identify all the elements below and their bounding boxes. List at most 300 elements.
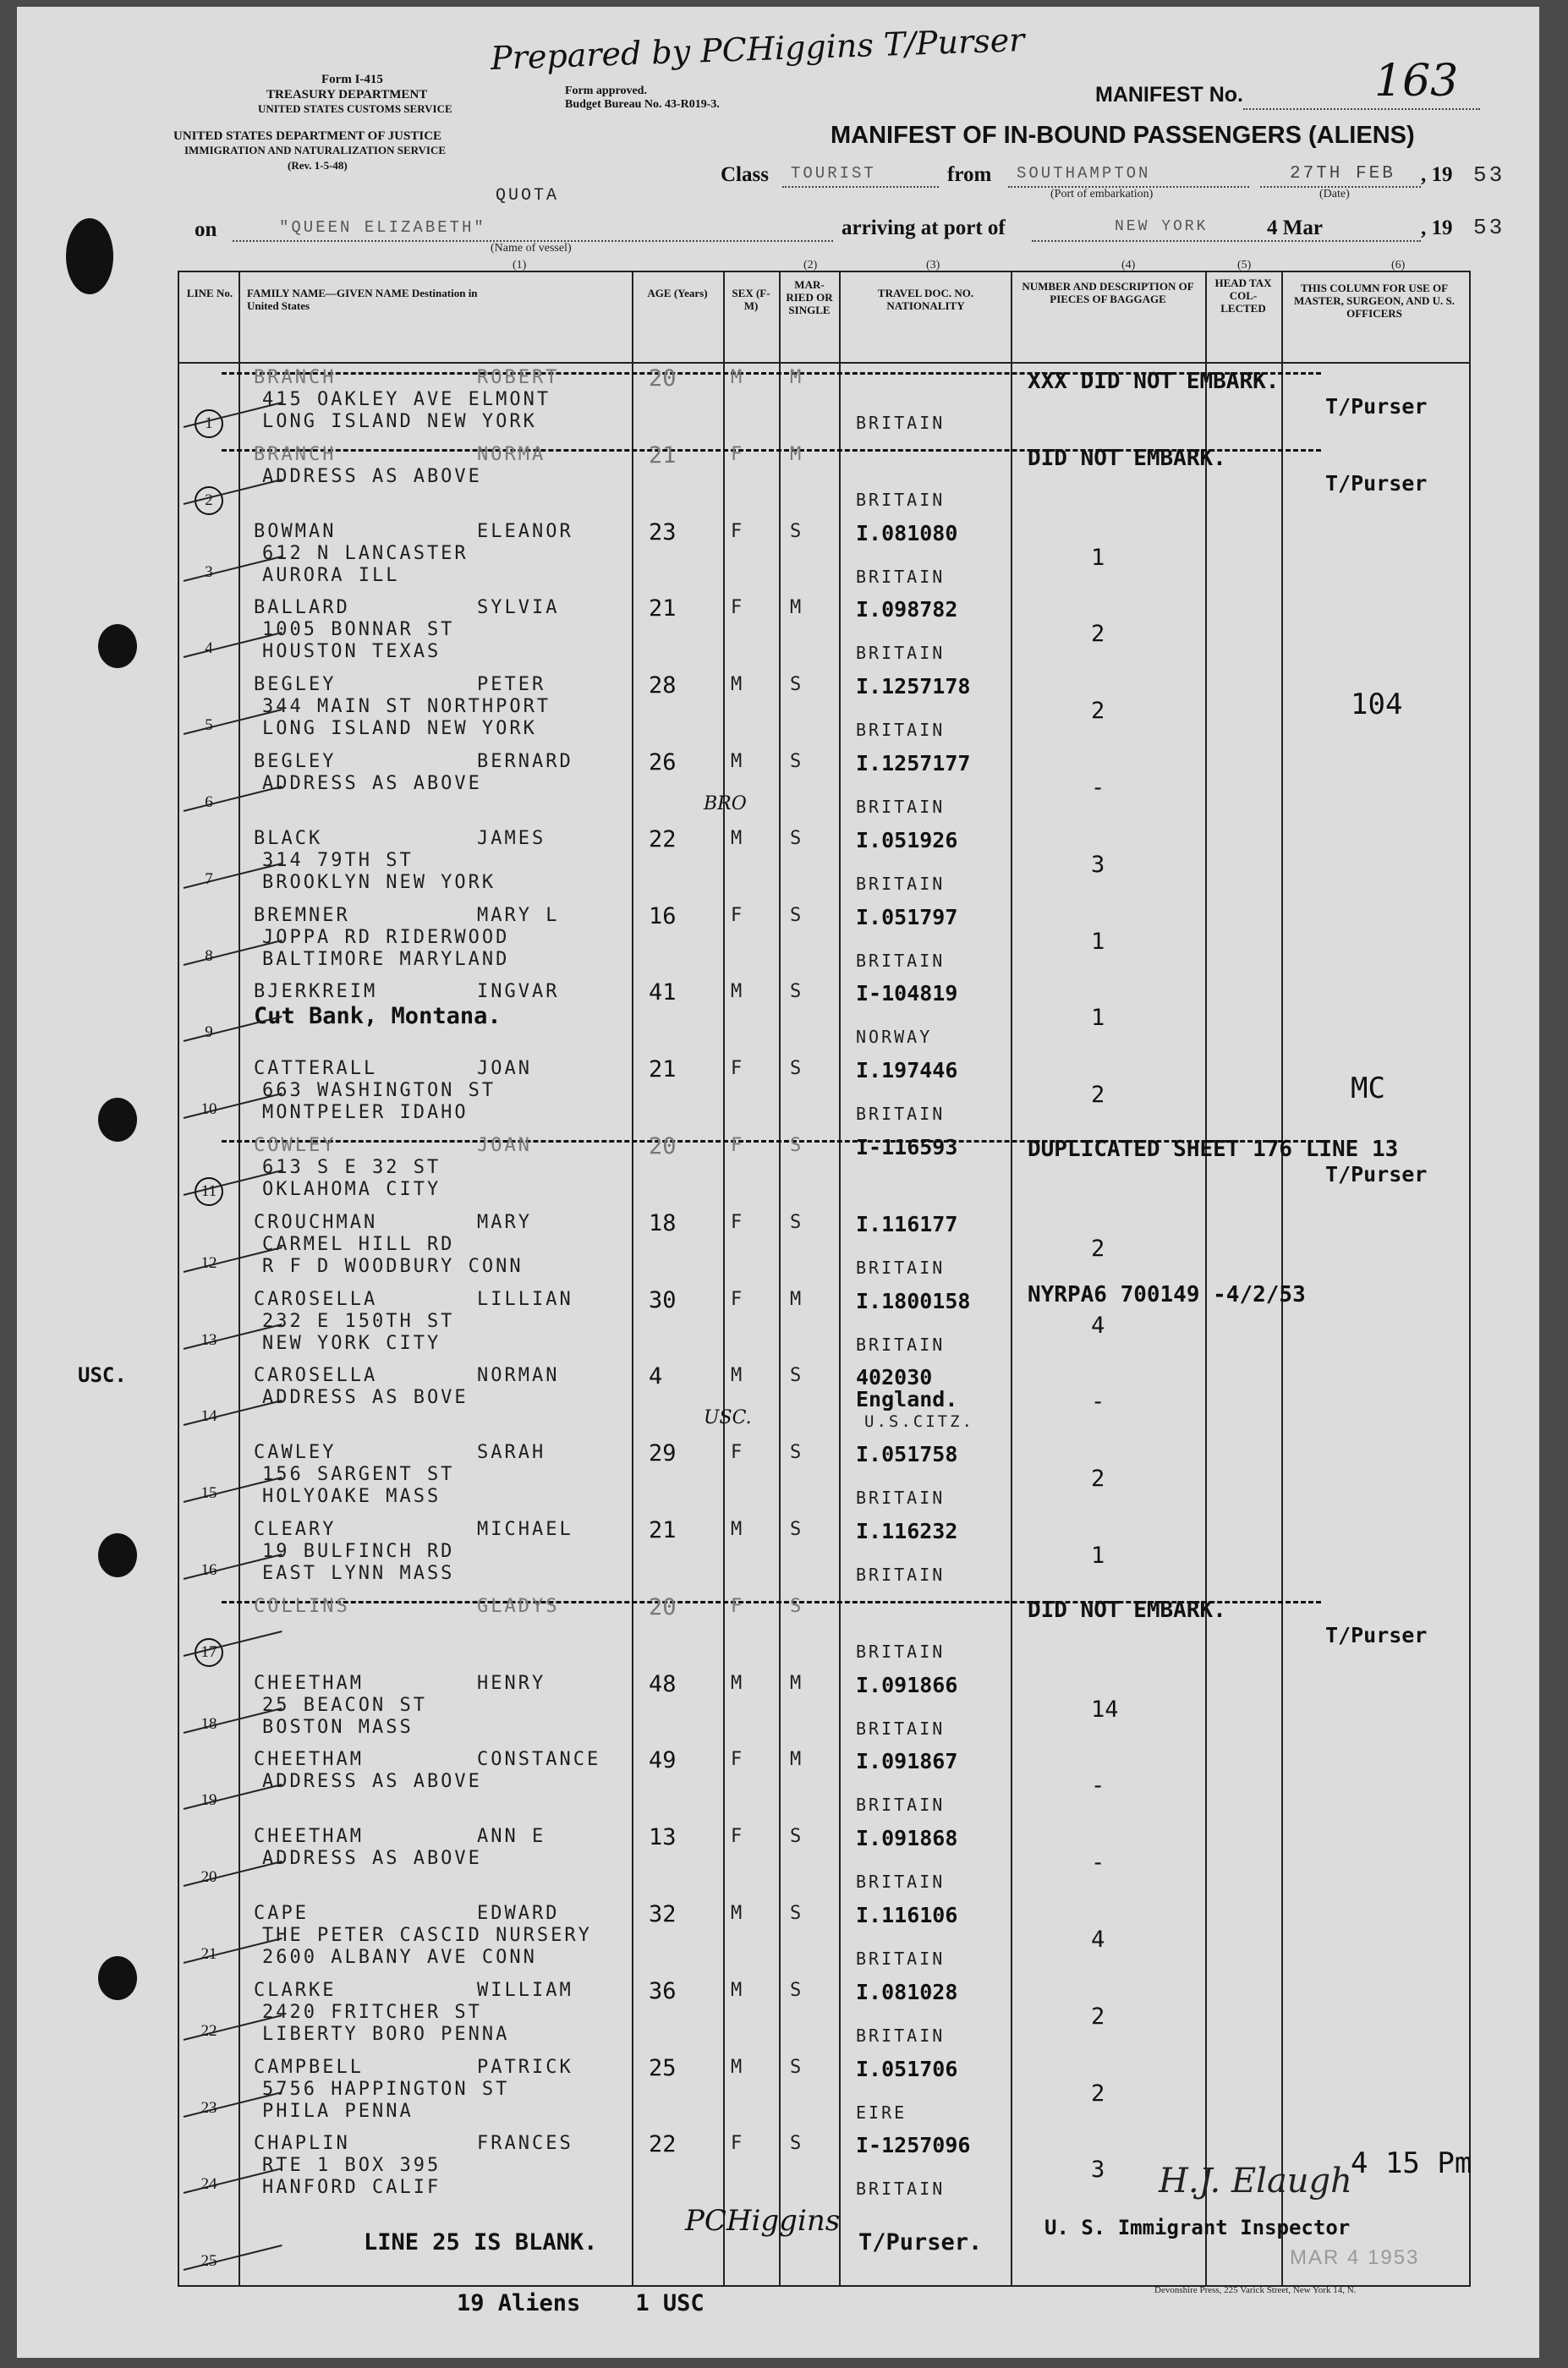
baggage-count: 4 bbox=[1091, 1312, 1105, 1339]
col-line-header: LINE No. bbox=[186, 287, 233, 299]
given-name: JOAN bbox=[477, 1058, 532, 1080]
address-line-1: RTE 1 BOX 395 bbox=[262, 2155, 441, 2177]
address-line-2: R F D WOODBURY CONN bbox=[262, 1255, 524, 1277]
handwritten-note: BRO bbox=[704, 793, 747, 814]
binder-hole-2 bbox=[98, 624, 137, 668]
nationality: BRITAIN bbox=[856, 1949, 946, 1969]
age: 18 bbox=[649, 1209, 677, 1236]
family-name: BEGLEY bbox=[254, 674, 337, 696]
given-name: INGVAR bbox=[477, 981, 560, 1003]
address-line-1: ADDRESS AS ABOVE bbox=[262, 465, 482, 487]
family-name: CHEETHAM bbox=[254, 1749, 364, 1771]
given-name: MICHAEL bbox=[477, 1519, 573, 1540]
line-number-text: 1 bbox=[195, 409, 223, 438]
marital-status: S bbox=[790, 1135, 804, 1156]
marital-status: M bbox=[790, 1288, 804, 1310]
nationality: BRITAIN bbox=[856, 413, 946, 433]
address-line-2: OKLAHOMA CITY bbox=[262, 1179, 441, 1200]
manifest-no-value: 163 bbox=[1374, 56, 1459, 107]
marital-status: S bbox=[790, 1595, 804, 1617]
travel-doc-number: I.091866 bbox=[856, 1672, 958, 1697]
age: 25 bbox=[649, 2054, 677, 2081]
marital-status: S bbox=[790, 1903, 804, 1924]
line-number-text: 11 bbox=[195, 1177, 223, 1206]
baggage-count: 1 bbox=[1091, 1543, 1105, 1569]
sex: M bbox=[731, 1903, 745, 1924]
age: 22 bbox=[649, 2131, 677, 2158]
sex: M bbox=[731, 367, 745, 388]
given-name: ELEANOR bbox=[477, 520, 573, 542]
given-name: PETER bbox=[477, 674, 546, 696]
address-line-2: HOUSTON TEXAS bbox=[262, 641, 441, 663]
passenger-table bbox=[178, 271, 1471, 2287]
age: 16 bbox=[649, 902, 677, 929]
address-line-2: AURORA ILL bbox=[262, 564, 400, 586]
address-line-2: BOSTON MASS bbox=[262, 1716, 414, 1738]
address-line-2: LONG ISLAND NEW YORK bbox=[262, 718, 537, 740]
line-number bbox=[179, 486, 238, 515]
travel-doc-number: I.051797 bbox=[856, 904, 958, 929]
family-name: CHEETHAM bbox=[254, 1826, 364, 1848]
marital-status: S bbox=[790, 1058, 804, 1080]
baggage-count: 1 bbox=[1091, 1005, 1105, 1032]
col-baggage-header: NUMBER AND DESCRIPTION OF PIECES OF BAGGAGE bbox=[1022, 280, 1194, 305]
address-line-1: 613 S E 32 ST bbox=[262, 1157, 441, 1178]
sex: F bbox=[731, 443, 745, 465]
given-name: WILLIAM bbox=[477, 1979, 573, 2001]
line-number-text: 12 bbox=[200, 1253, 217, 1272]
baggage-count: - bbox=[1091, 1773, 1105, 1800]
line25-purser: T/Purser. bbox=[858, 2229, 983, 2256]
arriving-label: arriving at port of bbox=[842, 217, 1006, 239]
form-number: Form I-415 bbox=[321, 73, 383, 86]
travel-doc-number: I-1257096 bbox=[856, 2133, 971, 2158]
sex: M bbox=[731, 674, 745, 696]
address-line-2: BROOKLYN NEW YORK bbox=[262, 871, 496, 893]
age: 48 bbox=[649, 1670, 677, 1697]
travel-doc-number: I-104819 bbox=[856, 981, 958, 1006]
family-name: BOWMAN bbox=[254, 520, 337, 542]
family-name: CAWLEY bbox=[254, 1442, 337, 1464]
travel-doc-number: I.197446 bbox=[856, 1058, 958, 1083]
age: 21 bbox=[649, 1517, 677, 1543]
age: 20 bbox=[649, 365, 677, 392]
col-married-header: MAR- RIED OR SINGLE bbox=[786, 278, 833, 316]
marital-status: S bbox=[790, 751, 804, 772]
travel-doc-number: I.091867 bbox=[856, 1749, 958, 1774]
prepared-by-note: Prepared by PCHiggins T/Purser bbox=[490, 20, 1026, 78]
family-name: BALLARD bbox=[254, 597, 350, 619]
sex: F bbox=[731, 1442, 745, 1464]
purser-note: T/Purser bbox=[1325, 470, 1428, 496]
address-line-1: 344 MAIN ST NORTHPORT bbox=[262, 696, 551, 718]
col-num-1: (1) bbox=[513, 259, 527, 271]
address-line-1: ADDRESS AS BOVE bbox=[262, 1387, 469, 1409]
col-num-6: (6) bbox=[1391, 259, 1406, 271]
address-line-2: BALTIMORE MARYLAND bbox=[262, 948, 510, 970]
family-name: BREMNER bbox=[254, 904, 350, 926]
sex: M bbox=[731, 1672, 745, 1694]
line-number-text: 24 bbox=[200, 2175, 217, 2194]
nationality: BRITAIN bbox=[856, 2179, 946, 2200]
family-name: BRANCH bbox=[254, 367, 337, 388]
nationality: BRITAIN bbox=[856, 1718, 946, 1739]
line-number-text: 4 bbox=[205, 639, 213, 658]
travel-doc-number: I.081028 bbox=[856, 1979, 958, 2004]
marital-status: S bbox=[790, 1519, 804, 1540]
binder-hole-1 bbox=[66, 218, 113, 294]
marital-status: S bbox=[790, 1211, 804, 1233]
nationality: BRITAIN bbox=[856, 566, 946, 587]
age: 13 bbox=[649, 1824, 677, 1851]
date-value: 27TH FEB bbox=[1290, 164, 1395, 184]
line-number-text: 20 bbox=[200, 1868, 217, 1887]
arrival-date: 4 Mar bbox=[1267, 217, 1323, 239]
address-line-1: ADDRESS AS ABOVE bbox=[262, 1771, 482, 1793]
family-name: CATTERALL bbox=[254, 1058, 378, 1080]
travel-doc-number: I.081080 bbox=[856, 520, 958, 545]
given-name: ROBERT bbox=[477, 367, 560, 388]
family-name: BRANCH bbox=[254, 443, 337, 465]
officer-note: MC bbox=[1351, 1072, 1385, 1106]
sex: F bbox=[731, 1211, 745, 1233]
family-name: CLEARY bbox=[254, 1519, 337, 1540]
row-note: DID NOT EMBARK. bbox=[1028, 1597, 1226, 1623]
col-sex-header: SEX (F-M) bbox=[732, 287, 770, 312]
baggage-count: 1 bbox=[1091, 544, 1105, 571]
marital-status: M bbox=[790, 1749, 804, 1771]
ins-service: IMMIGRATION AND NATURALIZATION SERVICE bbox=[184, 144, 447, 156]
manifest-page bbox=[17, 7, 1539, 2358]
travel-doc-number: I.1800158 bbox=[856, 1288, 971, 1313]
arriving-line bbox=[1032, 240, 1421, 242]
address-line-1: ADDRESS AS ABOVE bbox=[262, 773, 482, 794]
line-number-text: 9 bbox=[205, 1023, 213, 1042]
nationality: BRITAIN bbox=[856, 1565, 946, 1585]
sex: M bbox=[731, 751, 745, 772]
from-label: from bbox=[947, 163, 992, 186]
line-number bbox=[179, 409, 238, 438]
port-caption: (Port of embarkation) bbox=[1050, 188, 1154, 200]
age: 4 bbox=[649, 1363, 663, 1390]
address-line-1: 19 BULFINCH RD bbox=[262, 1541, 455, 1562]
marital-status: S bbox=[790, 1826, 804, 1848]
given-name: MARY L bbox=[477, 904, 560, 926]
line-number-text: 21 bbox=[200, 1945, 217, 1963]
on-label: on bbox=[195, 218, 217, 241]
baggage-count: 2 bbox=[1091, 1235, 1105, 1262]
address-line-1: 415 OAKLEY AVE ELMONT bbox=[262, 389, 551, 410]
row-note: XXX DID NOT EMBARK. bbox=[1028, 369, 1280, 394]
address-line-1: 612 N LANCASTER bbox=[262, 542, 469, 564]
age: 23 bbox=[649, 518, 677, 545]
binder-hole-4 bbox=[98, 1533, 137, 1577]
nationality: BRITAIN bbox=[856, 1104, 946, 1125]
family-name: CHAPLIN bbox=[254, 2133, 350, 2155]
marital-status: M bbox=[790, 597, 804, 619]
nationality: BRITAIN bbox=[856, 489, 946, 510]
address-line-2: MONTPELER IDAHO bbox=[262, 1102, 469, 1124]
sex: F bbox=[731, 2133, 745, 2155]
class-value: TOURIST bbox=[791, 164, 876, 183]
address-line-2: LIBERTY BORO PENNA bbox=[262, 2023, 510, 2045]
line-number-text: 25 bbox=[200, 2252, 217, 2271]
travel-doc-number: I.051706 bbox=[856, 2056, 958, 2081]
manifest-no-label: MANIFEST No. bbox=[1095, 83, 1243, 107]
age: 21 bbox=[649, 595, 677, 622]
col-num-2: (2) bbox=[803, 259, 818, 271]
baggage-count: 3 bbox=[1091, 851, 1105, 878]
line-number-text: 7 bbox=[205, 869, 213, 888]
age: 49 bbox=[649, 1747, 677, 1774]
address-line-1: ADDRESS AS ABOVE bbox=[262, 1848, 482, 1870]
officer-note: 4 15 Pm bbox=[1351, 2146, 1472, 2181]
baggage-count: 2 bbox=[1091, 1082, 1105, 1109]
sex: M bbox=[731, 1519, 745, 1540]
class-line bbox=[782, 186, 939, 188]
officer-note: 104 bbox=[1351, 688, 1403, 722]
line-number-text: 2 bbox=[195, 486, 223, 515]
given-name: FRANCES bbox=[477, 2133, 573, 2155]
family-name: CAROSELLA bbox=[254, 1365, 378, 1387]
address-line-2: LONG ISLAND NEW YORK bbox=[262, 411, 537, 432]
marital-status: S bbox=[790, 2133, 804, 2155]
marital-status: S bbox=[790, 1365, 804, 1387]
line25-signature: PCHiggins bbox=[685, 2204, 841, 2238]
address-line-1: 1005 BONNAR ST bbox=[262, 619, 455, 641]
travel-doc-number: I.116106 bbox=[856, 1903, 958, 1927]
address-line-1: 232 E 150TH ST bbox=[262, 1310, 455, 1332]
line-number-text: 16 bbox=[200, 1561, 217, 1579]
family-name: CAPE bbox=[254, 1903, 309, 1924]
age: 28 bbox=[649, 672, 677, 699]
justice-department: UNITED STATES DEPARTMENT OF JUSTICE bbox=[173, 129, 442, 143]
family-name: CLARKE bbox=[254, 1979, 337, 2001]
given-name: JAMES bbox=[477, 827, 546, 849]
address-line-2: PHILA PENNA bbox=[262, 2100, 414, 2122]
given-name: NORMAN bbox=[477, 1365, 560, 1387]
date-stamp: MAR 4 1953 bbox=[1290, 2246, 1420, 2269]
age: 41 bbox=[649, 979, 677, 1006]
address-line-1: 314 79TH ST bbox=[262, 849, 414, 871]
sex: F bbox=[731, 1288, 745, 1310]
col-age-header: AGE (Years) bbox=[647, 287, 708, 299]
margin-usc: USC. bbox=[78, 1363, 127, 1387]
arrival-year: 53 bbox=[1473, 215, 1505, 240]
nationality-note: U.S.CITZ. bbox=[864, 1412, 974, 1432]
marital-status: S bbox=[790, 1442, 804, 1464]
sex: F bbox=[731, 597, 745, 619]
address-line-1: THE PETER CASCID NURSERY bbox=[262, 1925, 592, 1946]
travel-doc-number: I.098782 bbox=[856, 597, 958, 622]
address-line-1: 25 BEACON ST bbox=[262, 1694, 427, 1716]
line-number bbox=[179, 1638, 238, 1667]
baggage-count: 1 bbox=[1091, 928, 1105, 955]
family-name: CAMPBELL bbox=[254, 2056, 364, 2078]
address-line-1: CARMEL HILL RD bbox=[262, 1233, 455, 1255]
baggage-count: 2 bbox=[1091, 698, 1105, 725]
family-name: CHEETHAM bbox=[254, 1672, 364, 1694]
arriving-port: NEW YORK bbox=[1115, 218, 1209, 235]
binder-hole-3 bbox=[98, 1098, 137, 1142]
date-caption: (Date) bbox=[1319, 188, 1350, 200]
address-line-1: Cut Bank, Montana. bbox=[254, 1003, 502, 1030]
family-name: COLLINS bbox=[254, 1595, 350, 1617]
age: 29 bbox=[649, 1440, 677, 1467]
quota-label: QUOTA bbox=[496, 186, 560, 206]
nationality: BRITAIN bbox=[856, 643, 946, 664]
baggage-count: 2 bbox=[1091, 621, 1105, 648]
line25-note: LINE 25 IS BLANK. bbox=[364, 2229, 598, 2256]
marital-status: S bbox=[790, 520, 804, 542]
sex: F bbox=[731, 1826, 745, 1848]
row-note: DUPLICATED SHEET 176 LINE 13 bbox=[1028, 1137, 1399, 1162]
nationality: BRITAIN bbox=[856, 1795, 946, 1816]
marital-status: S bbox=[790, 1979, 804, 2001]
nationality: BRITAIN bbox=[856, 720, 946, 741]
arrival-year-prefix: , 19 bbox=[1421, 217, 1453, 239]
line-number-text: 10 bbox=[200, 1100, 217, 1119]
travel-doc-number: I.1257177 bbox=[856, 751, 971, 776]
nationality: BRITAIN bbox=[856, 873, 946, 894]
family-name: BJERKREIM bbox=[254, 981, 378, 1003]
sex: M bbox=[731, 827, 745, 849]
purser-note: T/Purser bbox=[1325, 394, 1428, 419]
travel-doc-number: I.1257178 bbox=[856, 674, 971, 699]
line-number-text: 8 bbox=[205, 946, 213, 965]
col-officers-header: THIS COLUMN FOR USE OF MASTER, SURGEON, AND U. S. OFFICERS bbox=[1294, 282, 1455, 320]
family-name: COWLEY bbox=[254, 1135, 337, 1156]
col-headtax-header: HEAD TAX COL- LECTED bbox=[1214, 277, 1272, 315]
customs-service: UNITED STATES CUSTOMS SERVICE bbox=[258, 102, 452, 115]
age: 22 bbox=[649, 825, 677, 852]
family-name: BEGLEY bbox=[254, 751, 337, 772]
line-number-text: 23 bbox=[200, 2098, 217, 2117]
travel-doc-number: 402030 bbox=[856, 1365, 933, 1390]
nationality: BRITAIN bbox=[856, 1334, 946, 1355]
address-line-1: 2420 FRITCHER ST bbox=[262, 2001, 482, 2023]
age: 20 bbox=[649, 1133, 677, 1159]
row-note: NYRPA6 700149 -4/2/53 bbox=[1028, 1281, 1306, 1307]
marital-status: S bbox=[790, 827, 804, 849]
nationality: NORWAY bbox=[856, 1027, 933, 1048]
travel-doc-number: I.116177 bbox=[856, 1211, 958, 1236]
printer-credit: Devonshire Press, 225 Varick Street, New York 14, N. bbox=[1154, 2285, 1357, 2295]
baggage-count: 2 bbox=[1091, 2003, 1105, 2030]
marital-status: M bbox=[790, 367, 804, 388]
sex: F bbox=[731, 1749, 745, 1771]
line-number-text: 14 bbox=[200, 1407, 217, 1426]
marital-status: S bbox=[790, 2056, 804, 2078]
nationality: BRITAIN bbox=[856, 797, 946, 817]
nationality: England. bbox=[856, 1387, 958, 1412]
baggage-count: - bbox=[1091, 775, 1105, 801]
given-name: MARY bbox=[477, 1211, 532, 1233]
year-prefix: , 19 bbox=[1421, 163, 1453, 186]
given-name: ANN E bbox=[477, 1826, 546, 1848]
sex: M bbox=[731, 2056, 745, 2078]
nationality: BRITAIN bbox=[856, 1488, 946, 1509]
sex: M bbox=[731, 1979, 745, 2001]
marital-status: S bbox=[790, 981, 804, 1003]
address-line-1: JOPPA RD RIDERWOOD bbox=[262, 926, 510, 948]
sex: F bbox=[731, 1135, 745, 1156]
col-num-5: (5) bbox=[1237, 259, 1252, 271]
manifest-no-line bbox=[1243, 108, 1480, 110]
age: 26 bbox=[649, 749, 677, 776]
treasury-department: TREASURY DEPARTMENT bbox=[266, 88, 428, 101]
from-value: SOUTHAMPTON bbox=[1017, 164, 1151, 183]
vessel-caption: (Name of vessel) bbox=[491, 242, 572, 255]
age: 21 bbox=[649, 441, 677, 469]
line-number-text: 18 bbox=[200, 1714, 217, 1733]
age: 32 bbox=[649, 1901, 677, 1927]
revision: (Rev. 1-5-48) bbox=[288, 159, 348, 172]
line-number-text: 19 bbox=[200, 1791, 217, 1810]
address-line-2: HOLYOAKE MASS bbox=[262, 1486, 441, 1508]
given-name: JOAN bbox=[477, 1135, 532, 1156]
marital-status: S bbox=[790, 674, 804, 696]
line-number bbox=[179, 1177, 238, 1206]
marital-status: S bbox=[790, 904, 804, 926]
travel-doc-number: I.116232 bbox=[856, 1519, 958, 1543]
age: 30 bbox=[649, 1286, 677, 1313]
row-note: DID NOT EMBARK. bbox=[1028, 445, 1226, 471]
totals: 19 Aliens 1 USC bbox=[457, 2290, 705, 2316]
marital-status: M bbox=[790, 1672, 804, 1694]
line-number-text: 3 bbox=[205, 562, 213, 581]
line-number-text: 13 bbox=[200, 1330, 217, 1349]
nationality: BRITAIN bbox=[856, 1872, 946, 1893]
family-name: CAROSELLA bbox=[254, 1288, 378, 1310]
age: 20 bbox=[649, 1593, 677, 1620]
baggage-count: 2 bbox=[1091, 2080, 1105, 2107]
form-approved: Form approved. bbox=[565, 85, 647, 97]
given-name: SARAH bbox=[477, 1442, 546, 1464]
travel-doc-number: I.051758 bbox=[856, 1442, 958, 1467]
nationality: BRITAIN bbox=[856, 950, 946, 971]
line-number-text: 6 bbox=[205, 793, 213, 811]
sex: M bbox=[731, 981, 745, 1003]
given-name: HENRY bbox=[477, 1672, 546, 1694]
family-name: CROUCHMAN bbox=[254, 1211, 378, 1233]
binder-hole-5 bbox=[98, 1956, 137, 2000]
year-value: 53 bbox=[1473, 162, 1505, 188]
baggage-count: - bbox=[1091, 1389, 1105, 1416]
nationality: BRITAIN bbox=[856, 2025, 946, 2046]
handwritten-note: USC. bbox=[704, 1407, 752, 1429]
class-label: Class bbox=[721, 163, 769, 186]
nationality: BRITAIN bbox=[856, 1257, 946, 1278]
col-travel-header: TRAVEL DOC. NO. NATIONALITY bbox=[877, 287, 974, 312]
sex: F bbox=[731, 904, 745, 926]
baggage-count: 3 bbox=[1091, 2157, 1105, 2184]
address-line-2: HANFORD CALIF bbox=[262, 2177, 441, 2199]
nationality: EIRE bbox=[856, 2102, 907, 2123]
purser-note: T/Purser bbox=[1325, 1162, 1428, 1187]
line-number-text: 15 bbox=[200, 1484, 217, 1503]
nationality: BRITAIN bbox=[856, 1641, 946, 1662]
baggage-count: 4 bbox=[1091, 1927, 1105, 1953]
given-name: CONSTANCE bbox=[477, 1749, 601, 1771]
given-name: NORMA bbox=[477, 443, 546, 465]
line-number-text: 5 bbox=[205, 716, 213, 735]
budget-bureau: Budget Bureau No. 43-R019-3. bbox=[565, 98, 720, 111]
travel-doc-number: I-116593 bbox=[856, 1135, 958, 1159]
address-line-2: EAST LYNN MASS bbox=[262, 1563, 455, 1584]
address-line-1: 663 WASHINGTON ST bbox=[262, 1080, 496, 1102]
travel-doc-number: I.051926 bbox=[856, 827, 958, 852]
